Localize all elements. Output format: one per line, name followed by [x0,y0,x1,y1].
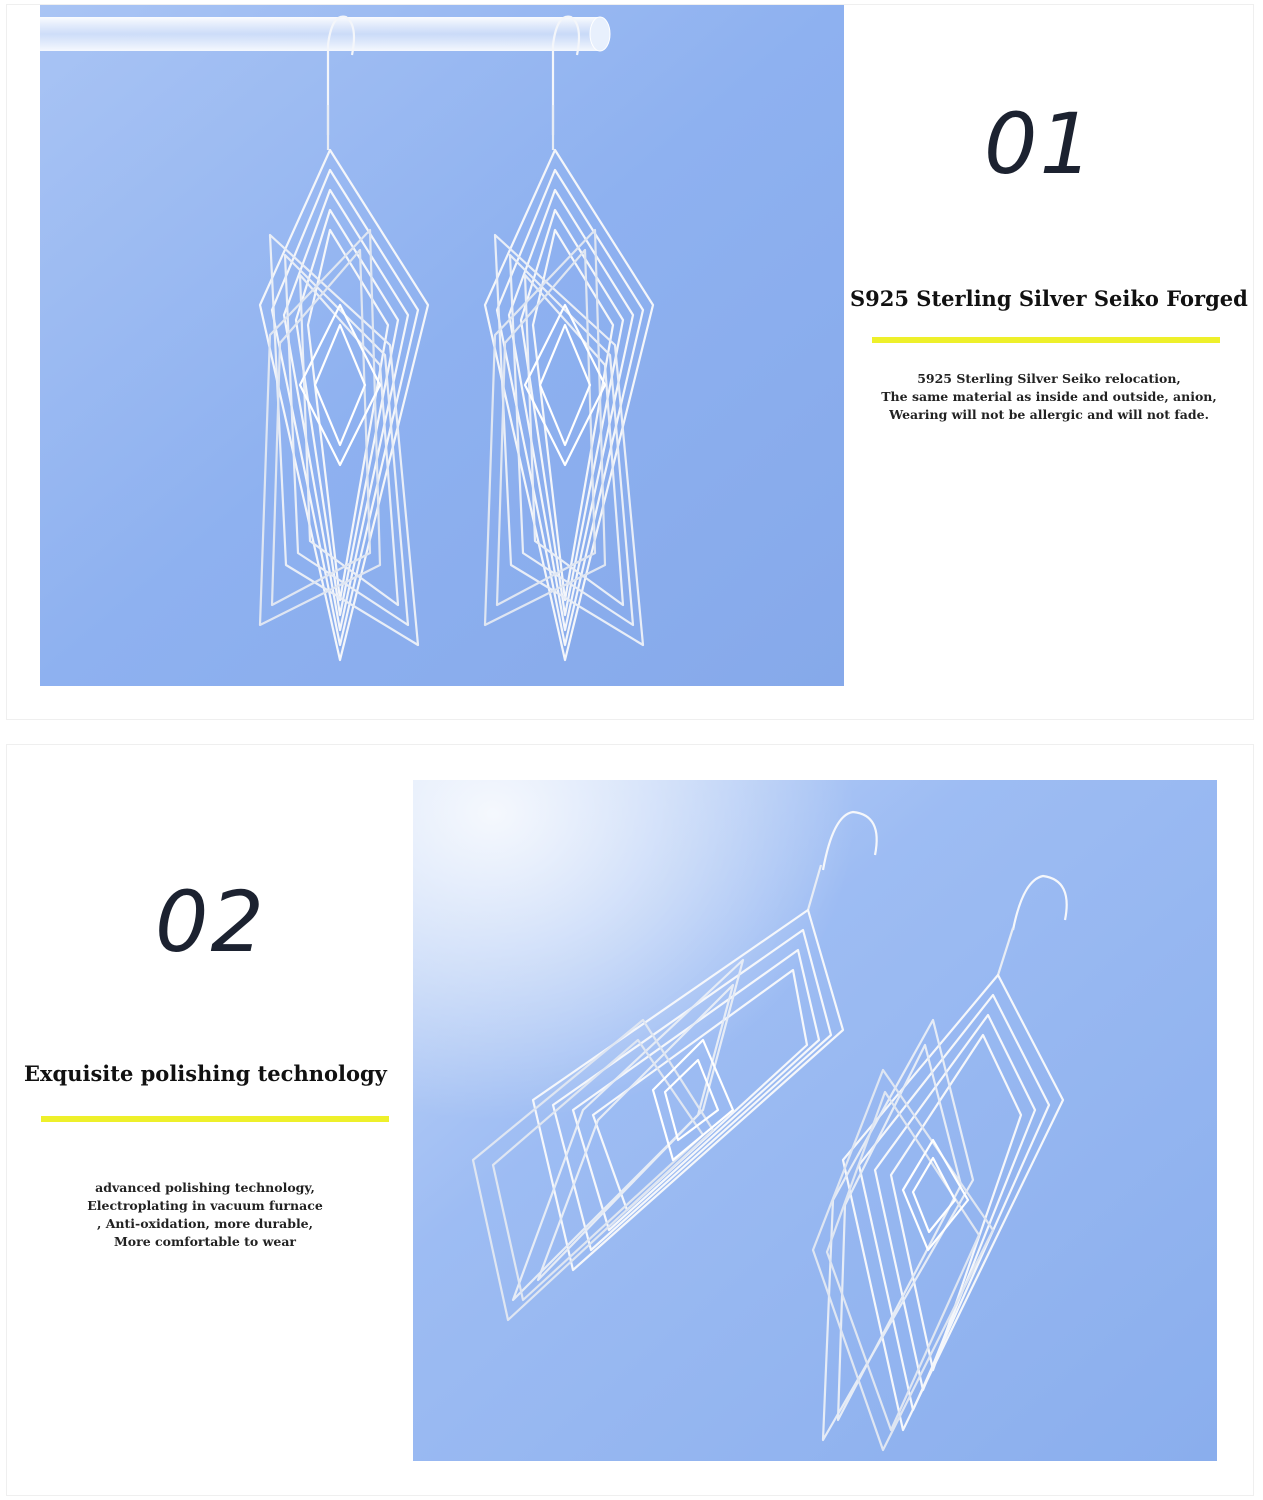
description-line: Wearing will not be allergic and will not fade. [889,407,1209,422]
section-description-1 [860,370,1238,424]
earrings-lying-photo [413,780,1217,1461]
description-line: 5925 Sterling Silver Seiko relocation, [917,371,1181,386]
section-heading-1: S925 Sterling Silver Seiko Forged [850,286,1248,311]
accent-underline-1 [872,337,1220,343]
description-line: advanced polishing technology, [95,1180,315,1195]
description-line: , Anti-oxidation, more durable, [97,1216,313,1231]
earrings-hanging-photo [40,5,844,686]
description-line: More comfortable to wear [113,1234,297,1249]
section-number-01: 01 [984,95,1095,193]
description-line: The same material as inside and outside, anion, [881,389,1217,404]
section-description-2 [20,1179,390,1251]
accent-underline-2 [41,1116,389,1122]
section-number-02: 02 [155,873,266,971]
description-line: Electroplating in vacuum furnace [87,1198,323,1213]
section-heading-2: Exquisite polishing technology [24,1061,387,1086]
